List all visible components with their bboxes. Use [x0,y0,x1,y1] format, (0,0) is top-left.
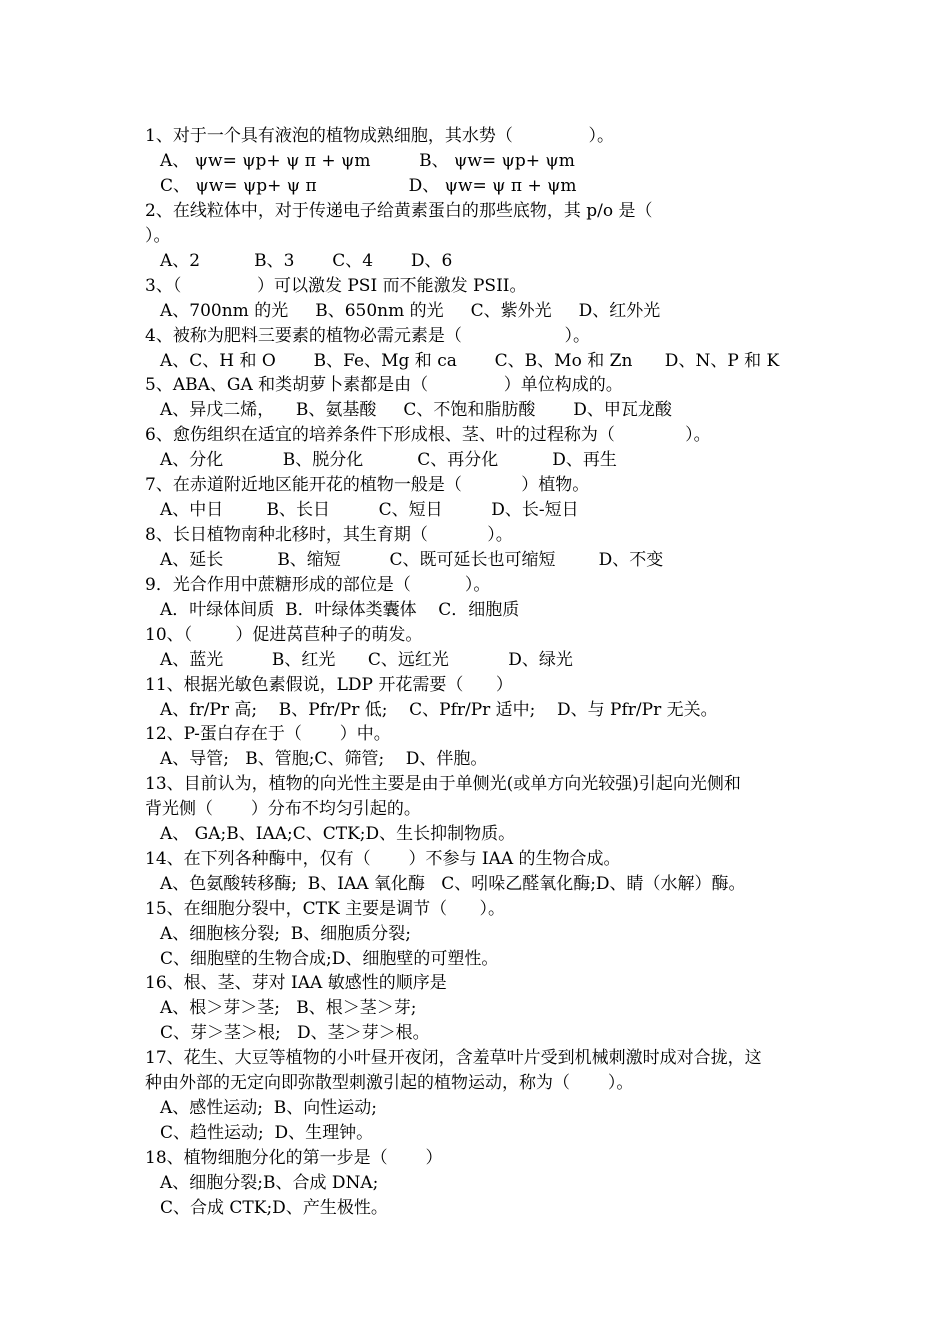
question-17-continued: 种由外部的无定向即弥散型刺激引起的植物运动，称为（ ）。 [145,1073,634,1093]
question-2: 2、在线粒体中，对于传递电子给黄素蛋白的那些底物，其 p/o 是（ [145,201,653,221]
question-16-options-cd: C、芽＞茎＞根; D、茎＞芽＞根。 [160,1023,430,1043]
question-15: 15、在细胞分裂中，CTK 主要是调节（ ）。 [145,899,506,919]
question-12: 12、P-蛋白存在于（ ）中。 [145,724,391,744]
question-13-options: A、 GA;B、IAA;C、CTK;D、生长抑制物质。 [160,824,516,844]
question-18: 18、植物细胞分化的第一步是（ ） [145,1148,443,1168]
question-8: 8、长日植物南种北移时，其生育期（ ）。 [145,525,513,545]
question-7-options: A、中日 B、长日 C、短日 D、长-短日 [160,500,579,520]
question-5-options: A、异戊二烯， B、氨基酸 C、不饱和脂肪酸 D、甲瓦龙酸 [160,400,672,420]
question-9-options: A．叶绿体间质 B．叶绿体类囊体 C．细胞质 [160,600,520,620]
question-6: 6、愈伤组织在适宜的培养条件下形成根、茎、叶的过程称为（ ）。 [145,425,711,445]
question-18-options-ab: A、细胞分裂;B、合成 DNA; [160,1173,379,1193]
question-15-options-cd: C、细胞壁的生物合成;D、细胞壁的可塑性。 [160,949,499,969]
question-8-options: A、延长 B、缩短 C、既可延长也可缩短 D、不变 [160,550,664,570]
question-2-continued: ）。 [145,226,171,246]
question-16-options-ab: A、根＞芽＞茎; B、根＞茎＞芽; [160,998,417,1018]
question-1-options-cd: C、 ψw= ψp+ ψ π D、 ψw= ψ π + ψm [160,176,577,196]
question-13: 13、目前认为，植物的向光性主要是由于单侧光(或单方向光较强)引起向光侧和 [145,774,741,794]
question-17-options-ab: A、感性运动; B、向性运动; [160,1098,378,1118]
question-13-continued: 背光侧（ ）分布不均匀引起的。 [145,799,421,819]
question-17: 17、花生、大豆等植物的小叶昼开夜闭，含羞草叶片受到机械刺激时成对合拢，这 [145,1048,762,1068]
question-11: 11、根据光敏色素假说，LDP 开花需要（ ） [145,675,513,695]
question-3: 3、（ ）可以激发 PSI 而不能激发 PSII。 [145,276,527,296]
question-1-options-ab: A、 ψw= ψp+ ψ π + ψm B、 ψw= ψp+ ψm [160,151,575,171]
question-17-options-cd: C、趋性运动; D、生理钟。 [160,1123,374,1143]
question-2-options: A、2 B、3 C、4 D、6 [160,251,453,271]
question-12-options: A、导管; B、管胞;C、筛管; D、伴胞。 [160,749,488,769]
question-11-options: A、fr/Pr 高; B、Pfr/Pr 低; C、Pfr/Pr 适中; D、与 Pfr/Pr 无关。 [160,700,718,720]
question-16: 16、根、茎、芽对 IAA 敏感性的顺序是 [145,973,447,993]
question-14-options: A、色氨酸转移酶; B、IAA 氧化酶 C、吲哚乙醛氧化酶;D、睛（水解）酶。 [160,874,746,894]
question-18-options-cd: C、合成 CTK;D、产生极性。 [160,1198,388,1218]
question-5: 5、ABA、GA 和类胡萝卜素都是由（ ）单位构成的。 [145,375,623,395]
question-4: 4、被称为肥料三要素的植物必需元素是（ ）。 [145,326,590,346]
question-14: 14、在下列各种酶中，仅有（ ）不参与 IAA 的生物合成。 [145,849,621,869]
question-10: 10、（ ）促进莴苣种子的萌发。 [145,625,423,645]
question-3-options: A、700nm 的光 B、650nm 的光 C、紫外光 D、红外光 [160,301,661,321]
question-6-options: A、分化 B、脱分化 C、再分化 D、再生 [160,450,617,470]
question-7: 7、在赤道附近地区能开花的植物一般是（ ）植物。 [145,475,590,495]
question-1: 1、对于一个具有液泡的植物成熟细胞，其水势（ ）。 [145,126,614,146]
question-10-options: A、蓝光 B、红光 C、远红光 D、绿光 [160,650,573,670]
question-4-options: A、C、H 和 O B、Fe、Mg 和 ca C、B、Mo 和 Zn D、N、P 和 K [160,351,780,371]
question-9: 9．光合作用中蔗糖形成的部位是（ ）。 [145,575,491,595]
question-15-options-ab: A、细胞核分裂; B、细胞质分裂; [160,924,412,944]
